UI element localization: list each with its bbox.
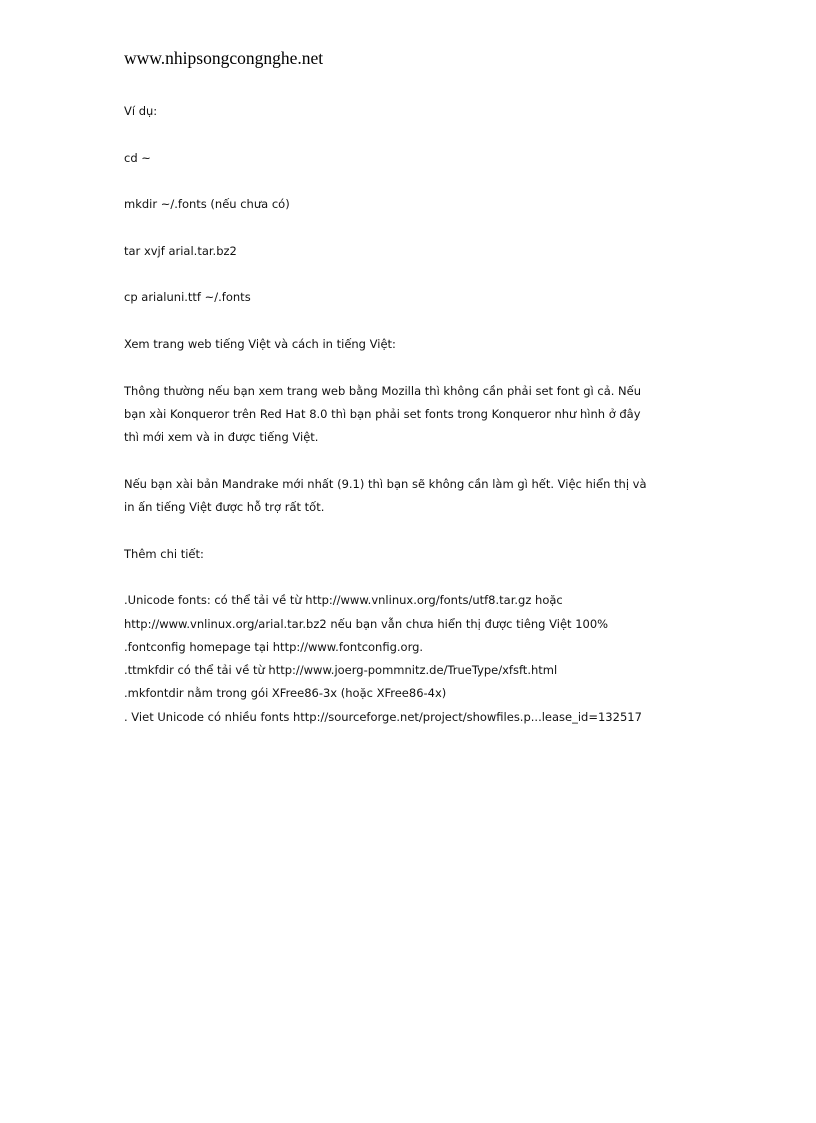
detail-line: .fontconfig homepage tại http://www.fontconfig.org. xyxy=(124,639,424,654)
command-line: tar xvjf arial.tar.bz2 xyxy=(124,243,237,258)
paragraph-line: bạn xài Konqueror trên Red Hat 8.0 thì bạn phải set fonts trong Konqueror như hình ở đây xyxy=(124,406,641,421)
detail-line: .Unicode fonts: có thể tải về từ http://www.vnlinux.org/fonts/utf8.tar.gz hoặc xyxy=(124,593,563,608)
detail-line: http://www.vnlinux.org/arial.tar.bz2 nếu bạn vẫn chưa hiển thị được tiêng Việt 100% xyxy=(124,616,609,631)
section-heading: Xem trang web tiếng Việt và cách in tiếng Việt: xyxy=(124,336,396,351)
paragraph-line: Thông thường nếu bạn xem trang web bằng Mozilla thì không cần phải set font gì cả. Nếu xyxy=(124,383,642,398)
paragraph-line: thì mới xem và in được tiếng Việt. xyxy=(124,430,319,445)
detail-line: . Viet Unicode có nhiều fonts http://sourceforge.net/project/showfiles.p...lease_id=132517 xyxy=(124,709,642,724)
command-line: mkdir ~/.fonts (nếu chưa có) xyxy=(124,197,290,212)
detail-line: .ttmkfdir có thể tải về từ http://www.joerg-pommnitz.de/TrueType/xfsft.html xyxy=(124,663,558,678)
detail-line: .mkfontdir nằm trong gói XFree86-3x (hoặc XFree86-4x) xyxy=(124,686,447,701)
command-line: cp arialuni.ttf ~/.fonts xyxy=(124,290,251,305)
site-url-header: www.nhipsongcongnghe.net xyxy=(124,48,324,68)
document-body xyxy=(124,100,704,729)
command-line: cd ~ xyxy=(124,150,151,165)
paragraph-line: Nếu bạn xài bản Mandrake mới nhất (9.1) thì bạn sẽ không cần làm gì hết. Việc hiển thị và xyxy=(124,476,647,491)
section-heading: Thêm chi tiết: xyxy=(124,546,204,561)
paragraph-line: in ấn tiếng Việt được hỗ trợ rất tốt. xyxy=(124,500,325,515)
example-heading: Ví dụ: xyxy=(124,104,158,118)
